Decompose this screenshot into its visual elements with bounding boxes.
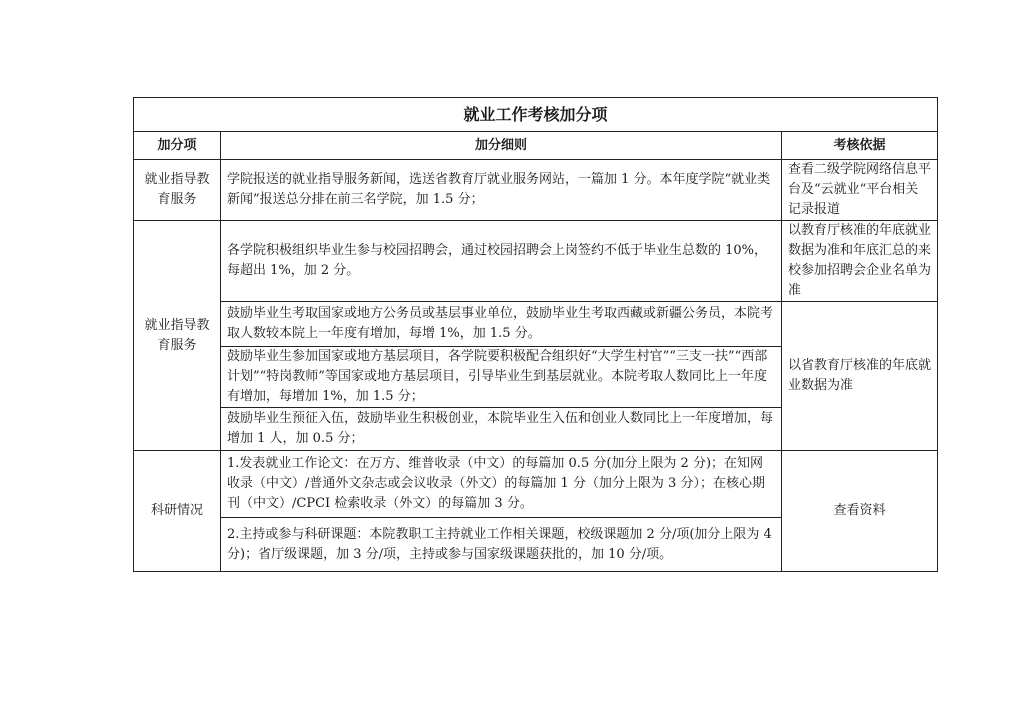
detail-cell: 1.发表就业工作论文：在万方、维普收录（中文）的每篇加 0.5 分(加分上限为 2 分)；在知网收录（中文）/普通外文杂志或会议收录（外文）的每篇加 1 分（加分上限为 3 分）；在核心期刊（中文）/CPCI 检索收录（外文）的每篇加 3 分。 — [221, 451, 782, 518]
table-row — [134, 302, 938, 347]
detail-cell: 鼓励毕业生预征入伍，鼓励毕业生积极创业，本院毕业生入伍和创业人数同比上一年度增加，每增加 1 人，加 0.5 分； — [221, 408, 782, 451]
table-row — [134, 160, 938, 221]
header-item: 加分项 — [134, 132, 221, 160]
detail-cell: 鼓励毕业生参加国家或地方基层项目，各学院要积极配合组织好“大学生村官”“三支一扶”“西部计划”“特岗教师”等国家或地方基层项目，引导毕业生到基层就业。本院考取人数同比上一年度有增加，每增加 1%，加 1.5 分； — [221, 347, 782, 408]
table-row — [134, 221, 938, 302]
detail-cell: 学院报送的就业指导服务新闻，选送省教育厅就业服务网站，一篇加 1 分。本年度学院“就业类新闻”报送总分排在前三名学院，加 1.5 分； — [221, 160, 782, 221]
basis-cell: 以教育厅核准的年底就业数据为准和年底汇总的来校参加招聘会企业名单为准 — [782, 221, 938, 302]
basis-cell: 以省教育厅核准的年底就业数据为准 — [782, 302, 938, 451]
basis-cell: 查看资料 — [782, 451, 938, 572]
scoring-table — [133, 97, 938, 572]
category-cell: 科研情况 — [134, 451, 221, 572]
table-title: 就业工作考核加分项 — [134, 98, 938, 132]
table-row — [134, 451, 938, 518]
detail-cell: 2.主持或参与科研课题：本院教职工主持就业工作相关课题，校级课题加 2 分/项(加分上限为 4 分)；省厅级课题，加 3 分/项，主持或参与国家级课题获批的，加 10 分/项。 — [221, 518, 782, 572]
header-detail: 加分细则 — [221, 132, 782, 160]
detail-cell: 各学院积极组织毕业生参与校园招聘会，通过校园招聘会上岗签约不低于毕业生总数的 10%，每超出 1%，加 2 分。 — [221, 221, 782, 302]
category-cell: 就业指导教育服务 — [134, 221, 221, 451]
header-basis: 考核依据 — [782, 132, 938, 160]
basis-cell: 查看二级学院网络信息平台及“云就业“平台相关记录报道 — [782, 160, 938, 221]
category-cell: 就业指导教育服务 — [134, 160, 221, 221]
detail-cell: 鼓励毕业生考取国家或地方公务员或基层事业单位，鼓励毕业生考取西藏或新疆公务员，本院考取人数较本院上一年度有增加，每增 1%，加 1.5 分。 — [221, 302, 782, 347]
